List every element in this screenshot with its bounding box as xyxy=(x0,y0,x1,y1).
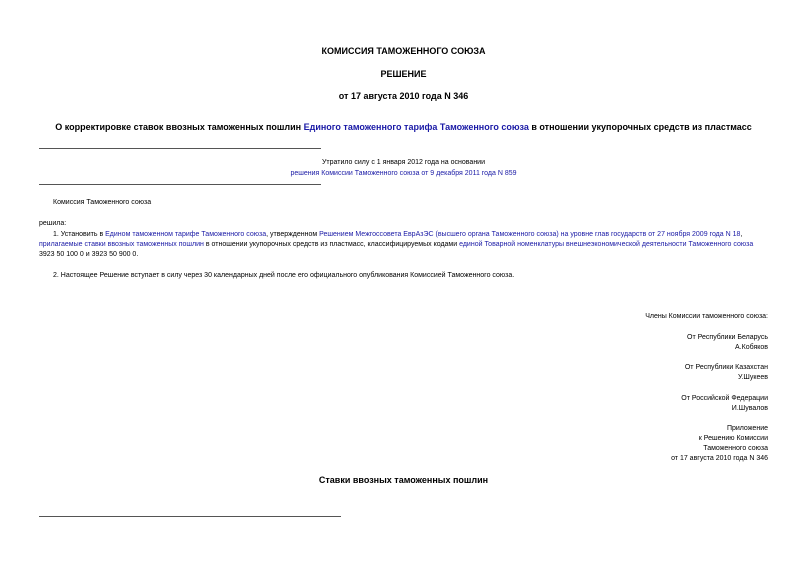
status-link-repeal-decision[interactable]: решения Комиссии Таможенного союза от 9 декабря 2011 года N 859 xyxy=(290,170,517,177)
p1-text-2: , утвержденном xyxy=(266,231,320,238)
paragraph-1-line-3: 3923 50 100 0 и 3923 50 900 0. xyxy=(39,251,139,258)
org-heading: КОМИССИЯ ТАМОЖЕННОГО СОЮЗА xyxy=(321,46,486,56)
p1-link-eaec-decision[interactable]: Решением Межгоссовета ЕврАзЭС (высшего органа Таможенного союза) на уровне глав государств от 27 ноября 2009 года N 18 xyxy=(319,231,741,238)
title-link-unified-tariff[interactable]: Единого таможенного тарифа Таможенного союза xyxy=(303,122,529,132)
annex-title: Ставки ввозных таможенных пошлин xyxy=(318,475,489,485)
doc-title xyxy=(0,122,807,132)
appendix-line-3: Таможенного союза xyxy=(703,445,768,452)
appendix-line-1: Приложение xyxy=(726,425,768,432)
signature-russia xyxy=(681,394,768,414)
paragraph-1-line-2 xyxy=(39,240,779,250)
signature-country: От Республики Беларусь xyxy=(687,334,768,341)
signature-country: От Республики Казахстан xyxy=(684,364,768,371)
signature-name: А.Кобяков xyxy=(735,344,768,351)
p1-link-tariff[interactable]: Едином таможенном тарифе Таможенного союза xyxy=(105,231,267,238)
divider-status xyxy=(39,184,321,185)
signature-kazakhstan xyxy=(685,363,768,383)
doc-date-number: от 17 августа 2010 года N 346 xyxy=(338,91,469,101)
p1-text-4: в отношении укупорочных средств из пластмасс, классифицируемых кодами xyxy=(203,241,460,248)
status-line: Утратило силу с 1 января 2012 года на основании xyxy=(321,159,486,166)
signature-country: От Российской Федерации xyxy=(681,395,768,402)
p1-link-nomenclature[interactable]: единой Товарной номенклатуры внешнеэкономической деятельности Таможенного союза xyxy=(459,241,754,248)
decided-label: решила: xyxy=(39,220,67,227)
p1-text-1: 1. Установить в xyxy=(53,231,106,238)
doc-type: РЕШЕНИЕ xyxy=(380,69,427,79)
title-text-1: О корректировке ставок ввозных таможенных пошлин xyxy=(55,122,304,132)
p1-link-rates[interactable]: прилагаемые ставки ввозных таможенных пошлин xyxy=(39,241,204,248)
commission-label: Комиссия Таможенного союза xyxy=(53,199,152,206)
divider-bottom xyxy=(39,516,341,517)
paragraph-2: 2. Настоящее Решение вступает в силу через 30 календарных дней после его официального опубликования Комиссией Таможенного союза. xyxy=(53,272,515,279)
p1-text-3: , xyxy=(740,231,743,238)
title-text-2: в отношении укупорочных средств из пластмасс xyxy=(528,122,752,132)
appendix-line-2: к Решению Комиссии xyxy=(698,435,768,442)
signature-belarus xyxy=(687,333,768,353)
signature-name: И.Шувалов xyxy=(731,405,768,412)
signatures-heading: Члены Комиссии таможенного союза: xyxy=(645,313,768,320)
appendix-block xyxy=(671,424,768,464)
signature-name: У.Шукеев xyxy=(737,374,768,381)
divider-top xyxy=(39,148,321,149)
paragraph-1 xyxy=(39,230,779,240)
appendix-line-4: от 17 августа 2010 года N 346 xyxy=(671,455,768,462)
